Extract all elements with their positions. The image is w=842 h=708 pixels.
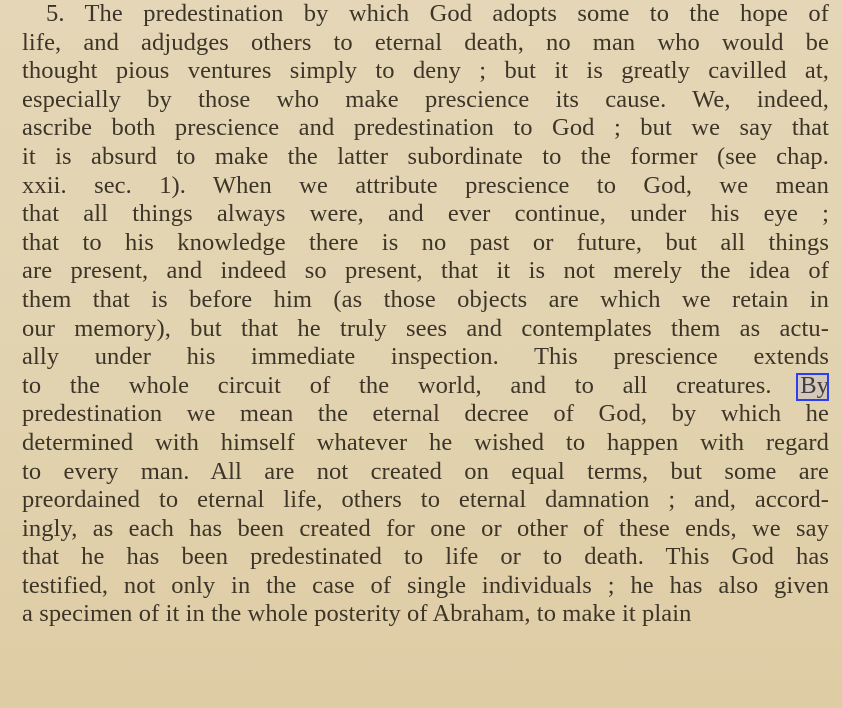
text-line: thought pious ventures simply to deny ; but it is greatly cavilled at, — [22, 57, 829, 85]
text-line: xxii. sec. 1). When we attribute prescience to God, we mean — [22, 171, 829, 199]
text-line: a specimen of it in the whole posterity of Abraham, to make it plain — [22, 600, 692, 628]
text-line: predestination we mean the eternal decree of God, by which he — [22, 400, 829, 428]
text-line: especially by those who make prescience its cause. We, indeed, — [22, 85, 829, 113]
text-line: that to his knowledge there is no past or future, but all things — [22, 228, 829, 256]
text-line: 5. The predestination by which God adopts some to the hope of — [46, 0, 829, 27]
word-highlight-box[interactable] — [796, 373, 829, 401]
text-line: life, and adjudges others to eternal death, no man who would be — [22, 28, 829, 56]
text-line: to the whole circuit of the world, and to all creatures. By — [22, 371, 829, 399]
text-line: ascribe both prescience and predestination to God ; but we say that — [22, 114, 829, 142]
text-line: ingly, as each has been created for one or other of these ends, we say — [22, 514, 829, 542]
text-line: that all things always were, and ever continue, under his eye ; — [22, 200, 829, 228]
text-line: preordained to eternal life, others to eternal damnation ; and, accord- — [22, 486, 829, 514]
text-line: them that is before him (as those objects are which we retain in — [22, 285, 829, 313]
text-line: determined with himself whatever he wished to happen with regard — [22, 428, 829, 456]
text-line: our memory), but that he truly sees and contemplates them as actu- — [22, 314, 829, 342]
text-line: ally under his immediate inspection. This prescience extends — [22, 343, 829, 371]
text-line: to every man. All are not created on equal terms, but some are — [22, 457, 829, 485]
text-line: testified, not only in the case of single individuals ; he has also given — [22, 571, 829, 599]
text-line: are present, and indeed so present, that it is not merely the idea of — [22, 257, 829, 285]
text-line: it is absurd to make the latter subordinate to the former (see chap. — [22, 142, 829, 170]
body-text — [22, 0, 829, 629]
text-line: that he has been predestinated to life or to death. This God has — [22, 543, 829, 571]
